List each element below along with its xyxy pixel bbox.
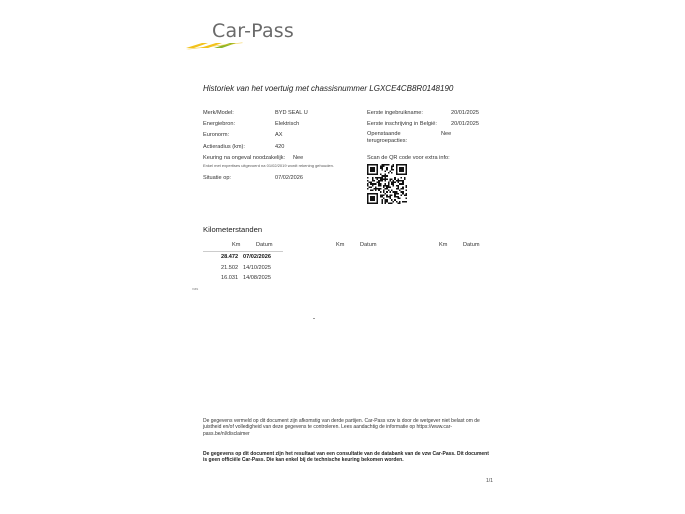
km-date: 07/02/2026 <box>243 254 271 260</box>
field-label: Merk/Model: <box>203 110 234 116</box>
qr-code-icon[interactable] <box>367 164 407 204</box>
document-title: Historiek van het voertuig met chassisnummer LGXCE4CB8R0148190 <box>203 84 454 93</box>
car-pass-logo <box>186 20 296 50</box>
km-column-header-2: Km <box>336 242 345 248</box>
disclaimer-text: De gegevens vermeld op dit document zijn afkomstig van derde partijen. Car-Pass vzw is door de wetgever niet belast om de juistheid en/of volledigheid van deze gegevens te controleren. Lees aandachtig de informatie op https://www.car-pass.be/nl/disclaimer <box>203 418 480 437</box>
official-notice-text: De gegevens op dit document zijn het resultaat van een consultatie van de databank van de vzw Car-Pass. Dit document is geen officiële Car-Pass. Die kan enkel bij de technische keuring bekomen worden. <box>203 451 489 464</box>
date-column-header-2: Datum <box>360 242 377 248</box>
logo-text: Car-Pass <box>212 20 295 42</box>
km-divider <box>203 251 283 252</box>
field-label: Openstaande <box>367 131 401 137</box>
date-column-header-1: Datum <box>256 242 273 248</box>
km-value: 28.472 <box>221 254 239 260</box>
field-label: Actieradius (km): <box>203 144 245 150</box>
field-label: Eerste inschrijving in België: <box>367 121 437 127</box>
field-value: BYD SEAL U <box>275 110 308 116</box>
field-value: 20/01/2025 <box>451 121 479 127</box>
field-label: Situatie op: <box>203 175 231 181</box>
page-number: 1/1 <box>486 478 493 484</box>
km-column-header-3: Km <box>439 242 448 248</box>
km-value: 21.502 <box>221 265 239 271</box>
field-value: Elektrisch <box>275 121 300 127</box>
field-value: Nee <box>293 155 304 161</box>
field-value: AX <box>275 132 283 138</box>
field-value: 07/02/2026 <box>275 175 303 181</box>
field-label: Energiebron: <box>203 121 236 127</box>
field-label: Euronorm: <box>203 132 230 138</box>
accident-note: Enkel met expertises uitgevoerd na 01/02/2019 wordt rekening gehouden. <box>203 163 334 168</box>
km-value: 16.031 <box>221 275 239 281</box>
stray-mark: vas <box>192 286 199 291</box>
km-section-title: Kilometerstanden <box>203 225 263 234</box>
field-label: Keuring na ongeval noodzakelijk: <box>203 155 286 161</box>
qr-label: Scan de QR code voor extra info: <box>367 155 450 161</box>
field-label: Eerste ingebruikname: <box>367 110 423 116</box>
km-date: 14/08/2025 <box>243 275 271 281</box>
km-date: 14/10/2025 <box>243 265 271 271</box>
date-column-header-3: Datum <box>463 242 480 248</box>
field-value: Nee <box>441 131 452 137</box>
stray-dot <box>313 318 315 319</box>
km-column-header-1: Km <box>232 242 241 248</box>
field-label-line2: terugroepacties: <box>367 137 408 144</box>
field-value: 20/01/2025 <box>451 110 479 116</box>
field-value: 420 <box>275 144 285 150</box>
